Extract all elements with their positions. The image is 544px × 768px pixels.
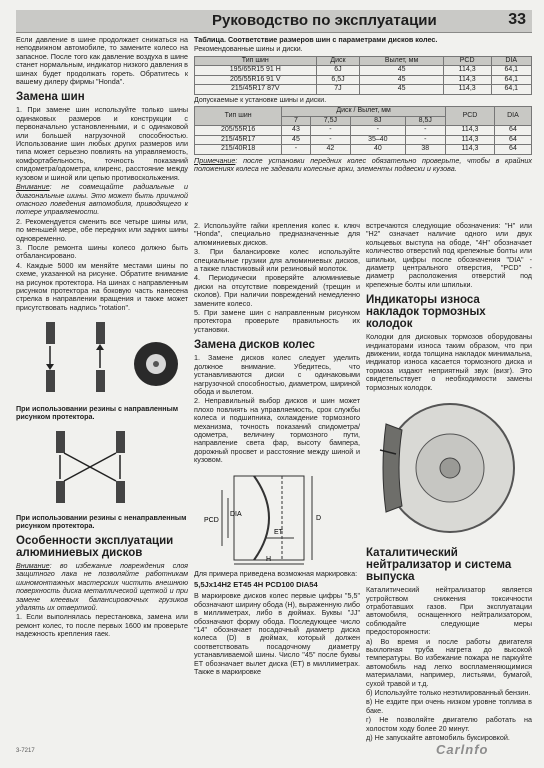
site-logo: Carlnfo [436, 742, 489, 757]
table-cell: 114,3 [443, 75, 491, 85]
caption-directional: При использовании резины с направленным рисунком протектора. [16, 404, 179, 422]
table-cell: 45 [360, 66, 443, 76]
disk-label: Диск [336, 107, 352, 115]
table-cell: 64,1 [491, 75, 531, 85]
offset-label: Вылет, мм [357, 107, 391, 115]
marking-intro: Для примера приведена возможная маркировка: [194, 568, 358, 578]
disk-profile [254, 476, 269, 560]
tire-paragraph-1: 1. При замене шин используйте только шины одинаковых размеров и конструкции с первоначально установленными, и с одинаковой или большей нагрузочной способностью. Использование шин любых других размеров или типа может серьезно повлиять на управляемость, комфортабельность, точность показаний спидометра/одометра, клиренс, расстояние между кузовом и шиной или цепью противоскольжения. [16, 105, 188, 182]
directional-rotation-diagram [16, 314, 188, 402]
col-tire-type: Тип шин [195, 107, 282, 126]
disk-size-header: 7,5J [310, 116, 351, 126]
col-pcd: PCD [446, 107, 495, 126]
h-label: H [266, 555, 272, 563]
left-column [16, 36, 188, 640]
tire-front-right [96, 322, 105, 344]
table-subtitle-recommended: Рекомендованные шины и диски. [194, 46, 303, 54]
table-cell: 114,3 [446, 135, 495, 145]
table-cell: 7J [316, 85, 360, 95]
wheel-paragraph-1: 1. Замене дисков колес следует уделить должное внимание. Убедитесь, что устанавливаются диски с одинаковыми нагрузочной способностью, диаметром, шириной обода и вылетом. [194, 353, 360, 396]
brake-pad-paragraph: Колодки для дисковых тормозов оборудованы индикаторами износа таким образом, что при движении, когда толщина накладок минимальна, индикатор износа касается тормозного диска и тормоза издают неприятный звук (визг). Это свидетельствует о необходимости замены тормозных колодок. [366, 332, 532, 392]
table-note [194, 157, 532, 174]
tire-front-left [56, 431, 65, 453]
tire-rear-right [96, 370, 105, 392]
arrow-head-right [96, 344, 104, 350]
table-row [195, 126, 532, 136]
disk-size-header: 7 [282, 116, 310, 126]
alloy-paragraph-1: 1. Если выполнялась перестановка, замена или ремонт колес, то после первых 1600 км проверьте надежность крепления гаек. [16, 612, 188, 639]
catalyst-item-d: г) Не позволяйте двигателю работать на холостом ходу более 20 минут. [366, 715, 532, 733]
tire-rear-left [56, 481, 65, 503]
allowed-table [194, 106, 532, 155]
table-cell: 205/55R16 [195, 126, 282, 136]
tire-rear-right [116, 481, 125, 503]
tire-front-right [116, 431, 125, 453]
catalyst-intro: Каталитический нейтрализатор является устройством снижения токсичности отработавших газов. При эксплуатации автомобиля, оснащенного нейтрализатором, соблюдайте следующие меры предосторожности: [366, 585, 532, 637]
table-cell: 35–40 [351, 135, 405, 145]
warning-text: : не совмещайте радиальные и диагональные шины. Это может быть причиной опасного поведения автомобиля, приводящего к потере управляемости. [16, 182, 188, 217]
header-cell: DIA [491, 56, 531, 66]
intro-paragraph: Если давление в шине продолжает снижаться на неподвижном автомобиле, то замените колесо на запасное. После того как давление воздуха в шине станет нормальным, индикатор низкого давления в шинах будет продолжать гореть. Обратитесь к вашему дилеру фирмы "Honda". [16, 35, 188, 87]
table-title: Таблица. Соответствие размеров шин с параметрами дисков колес. [194, 35, 438, 44]
disk-size-header: 8J [351, 116, 405, 126]
caption-nondirectional: При использовании резины с ненаправленным рисунком протектора. [16, 512, 187, 530]
header-cell: Диск [316, 56, 360, 66]
catalyst-heading: Каталитический нейтрализатор и система выпуска [366, 547, 512, 584]
catalyst-item-e: д) Не запускайте автомобиль буксировкой. [366, 733, 510, 742]
tire-disk-table-block [194, 36, 532, 175]
table-cell: - [405, 135, 446, 145]
hub-center [440, 458, 460, 478]
middle-column [194, 222, 360, 677]
table-row [195, 75, 532, 85]
table-cell: 45 [282, 135, 310, 145]
marking-example: 5,5Jx14H2 ET45 4H PCD100 DIA54 [194, 579, 318, 589]
table-cell: 40 [351, 145, 405, 155]
table-row [195, 135, 532, 145]
nondirectional-rotation-diagram [16, 425, 188, 511]
table-cell: 205/55R16 91 V [195, 75, 317, 85]
table-cell: 43 [282, 126, 310, 136]
table-cell: 38 [405, 145, 446, 155]
disk-size-header: 8,5J [405, 116, 446, 126]
recommended-table [194, 56, 532, 95]
table-cell: 215/40R18 [195, 145, 282, 155]
warning-label: Внимание [16, 182, 50, 192]
page-footer-code: 3-7217 [16, 748, 35, 754]
warning-label: Внимание [16, 561, 50, 570]
header-cell: PCD [443, 56, 491, 66]
warning-text: : во избежание повреждения слоя защитного лака не позволяйте работникам шиномонтажных мастерских чистить внешнюю поверхность диска металлической щеткой и при замене клеевых балансировочных грузиков удалять их отверткой. [16, 561, 188, 613]
alloy-paragraph-2: 2. Используйте гайки крепления колес к. ключ "Honda", специально предназначенные для алюминиевых дисков. [194, 221, 360, 247]
table-cell: - [405, 126, 446, 136]
catalyst-item-c: в) Не ездите при очень низком уровне топлива в баке. [366, 697, 532, 715]
tire-rear-left [46, 370, 55, 392]
table-cell: - [310, 126, 351, 136]
alloy-paragraph-5: 5. При замене шин с направленным рисунком протектора проверьте правильность их установки. [194, 308, 360, 334]
dia-label: DIA [230, 510, 242, 518]
table-cell: 114,3 [446, 126, 495, 136]
table-row [195, 85, 532, 95]
table-cell: - [310, 135, 351, 145]
table-cell: 114,3 [443, 85, 491, 95]
marking-continuation: встречаются следующие обозначения: "H" или "H2" означает наличие одного или двух кольцевых выступа на ободе, "4H" обозначает количество отверстий под крепежные болты или шпильки, цифры после обозначения "DIA" - диаметр центрального отверстия, "PCD" - диаметр расположения отверстий под крепежные болты или шпильки. [366, 221, 532, 289]
table-cell: 6,5J [316, 75, 360, 85]
brake-disk-illustration [366, 394, 532, 542]
header-cell: Тип шин [195, 56, 317, 66]
table-cell: 64,1 [491, 66, 531, 76]
page-number: 33 [508, 11, 526, 28]
page-title: Руководство по эксплуатации [212, 12, 437, 29]
d-label: D [316, 514, 322, 522]
wheel-change-heading: Замена дисков колес [194, 339, 315, 352]
tire-paragraph-2: 2. Рекомендуется сменить все четыре шины или, по меньшей мере, обе передних или задних шины одновременно. [16, 216, 188, 243]
table-cell: 215/45R17 87V [195, 85, 317, 95]
tire-front-left [46, 322, 55, 344]
alloy-heading: Особенности эксплуатации алюминиевых дисков [16, 535, 174, 559]
table-cell: 45 [360, 85, 443, 95]
table-cell: 195/65R15 91 H [195, 66, 317, 76]
tire-paragraph-3: 3. После ремонта шины колесо должно быть отбалансировано. [16, 242, 188, 261]
tire-change-heading: Замена шин [16, 91, 85, 104]
table-cell: 114,3 [443, 66, 491, 76]
table-cell: - [282, 145, 310, 155]
table-cell: 215/45R17 [195, 135, 282, 145]
et-label: ET [274, 528, 283, 536]
page-header [16, 10, 532, 33]
table-cell: - [351, 126, 405, 136]
col-disk: Диск / Вылет, мм [282, 107, 446, 117]
alloy-paragraph-4: 4. Периодически проверяйте алюминиевые диски на отсутствие повреждений (трещин и сколов). При наличии повреждений немедленно замените колесо. [194, 273, 360, 308]
alloy-paragraph-3: 3. При балансировке колес используйте специальные грузики для алюминиевых дисков, а также пластиковый или резиновый молоток. [194, 247, 360, 274]
table-row [195, 66, 532, 76]
col-dia: DIA [494, 107, 531, 126]
table-cell: 114,3 [446, 145, 495, 155]
brake-pad [383, 424, 402, 512]
table-subtitle-allowed: Допускаемые к установке шины и диски. [194, 96, 327, 104]
pcd-label: PCD [204, 516, 219, 524]
right-column [366, 222, 532, 743]
note-text: : после установки передних колес обязательно проверьте, чтобы в крайних положениях колеса не задевали колесные арки, элементы подвески и кузова. [194, 155, 532, 174]
note-label: Примечание [194, 155, 236, 165]
table-cell: 42 [310, 145, 351, 155]
catalyst-item-a: а) Во время и после работы двигателя выхлопная труба нагрета до высокой температуры. Во избежание пожара не паркуйте автомобиль над легко воспламеняющимися материалами, например, листьями, бумагой, сухой травой и т.д. [366, 636, 532, 688]
table-cell: 64 [494, 126, 531, 136]
catalyst-item-b: б) Используйте только неэтилированный бензин. [366, 687, 531, 697]
table-cell: 45 [360, 75, 443, 85]
arrow-head-left [46, 364, 54, 370]
marking-explanation: В маркировке дисков колес первые цифры "5,5" обозначают ширину обода (H), выраженную либо в миллиметрах, либо в дюймах. Буквы "JJ" обозначают форму обода. Последующее число "14" обозначает посадочный диаметр диска колеса (D) в дюймах, который должен соответствовать посадочному диаметру устанавливаемой шины. Число "45" после буквы ET обозначает вылет диска (ET) в миллиметрах. Также в маркировке [194, 591, 360, 677]
table-row [195, 145, 532, 155]
brake-pad-heading: Индикаторы износа накладок тормозных колодок [366, 294, 486, 331]
radial-warning [16, 183, 188, 217]
table-cell: 6J [316, 66, 360, 76]
tire-paragraph-4: 4. Каждые 5000 км меняйте местами шины по схеме, указанной на рисунке. Обратите внимание на рисунок протектора. На шинах с направленным рисунком протектора на боковую часть нанесена стрелка в направлении вращения и также может присутствовать надпись "rotation". [16, 260, 188, 312]
table-cell: 64,1 [491, 85, 531, 95]
alloy-warning [16, 562, 188, 612]
wheel-hub-icon [153, 361, 159, 367]
wheel-cross-section-diagram [194, 468, 360, 568]
table-cell: 64 [494, 135, 531, 145]
wheel-paragraph-2: 2. Неправильный выбор дисков и шин может плохо повлиять на управляемость, срок службы колеса и подшипника, охлаждение тормозного механизма, точность показаний спидометра/одометра, величину тормозного пути, направление света фар, высоту бампера, дорожный просвет и расстояние между шиной и кузовом. [194, 396, 360, 465]
header-cell: Вылет, мм [360, 56, 443, 66]
table-cell: 64 [494, 145, 531, 155]
